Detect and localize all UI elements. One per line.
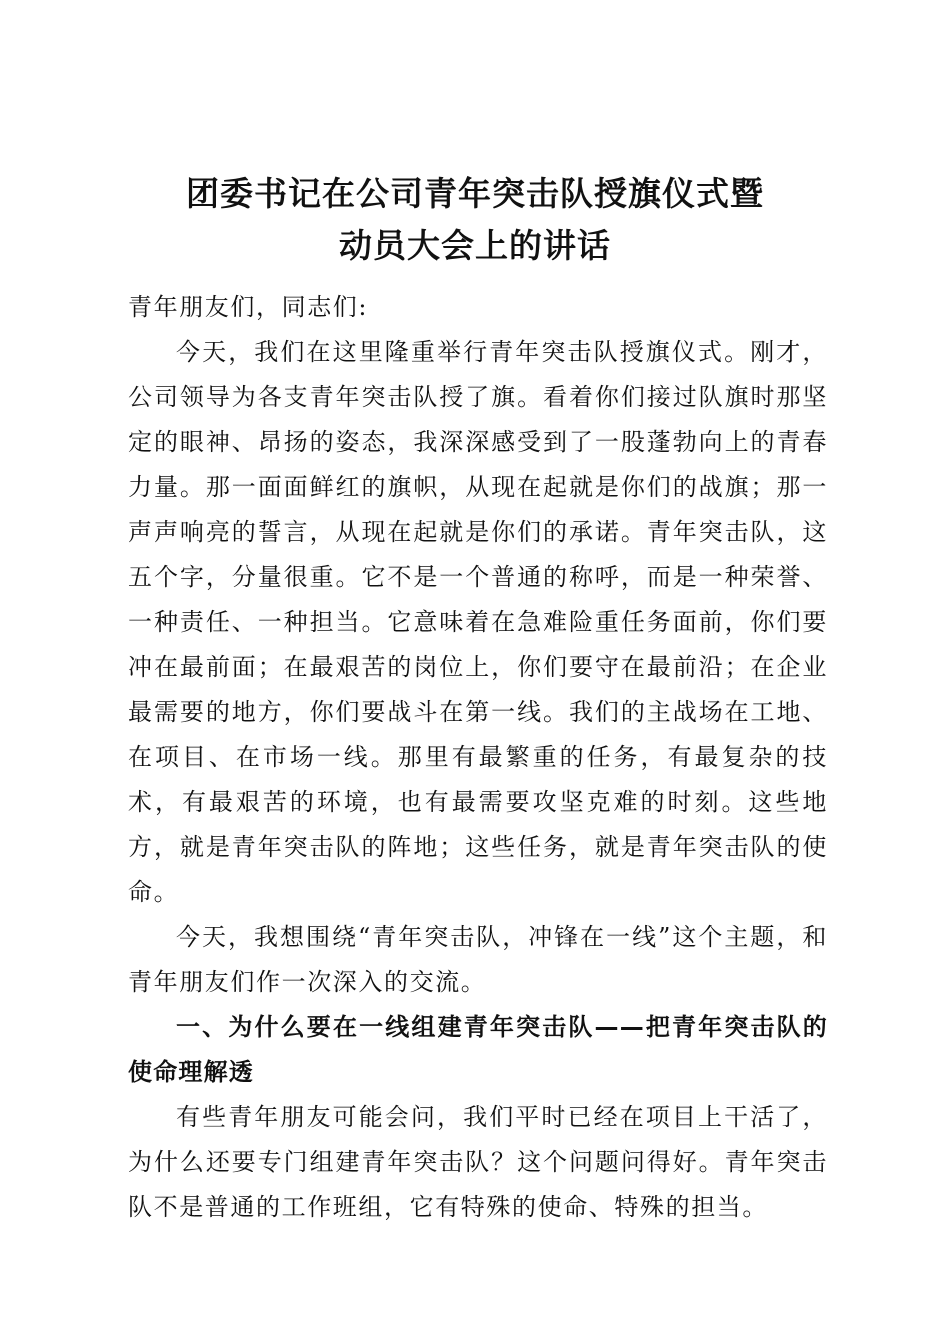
paragraph-opening: 今天，我们在这里隆重举行青年突击队授旗仪式。刚才，公司领导为各支青年突击队授了旗。看着你们接过队旗时那坚定的眼神、昂扬的姿态，我深深感受到了一股蓬勃向上的青春力量。那一面面鲜红的旗帜，从现在起就是你们的战旗；那一声声响亮的誓言，从现在起就是你们的承诺。青年突击队，这五个字，分量很重。它不是一个普通的称呼，而是一种荣誉、一种责任、一种担当。它意味着在急难险重任务面前，你们要冲在最前面；在最艰苦的岗位上，你们要守在最前沿；在企业最需要的地方，你们要战斗在第一线。我们的主战场在工地、在项目、在市场一线。那里有最繁重的任务，有最复杂的技术，有最艰苦的环境，也有最需要攻坚克难的时刻。这些地方，就是青年突击队的阵地；这些任务，就是青年突击队的使命。 [128, 338, 828, 906]
title-line-1: 团委书记在公司青年突击队授旗仪式暨 [186, 174, 764, 213]
document-title [100, 168, 850, 272]
salutation: 青年朋友们，同志们: [128, 293, 369, 321]
paragraph-theme: 今天，我想围绕“青年突击队，冲锋在一线”这个主题，和青年朋友们作一次深入的交流。 [128, 923, 828, 996]
section-heading-1: 一、为什么要在一线组建青年突击队——把青年突击队的使命理解透 [128, 1013, 828, 1086]
section-1-paragraph: 有些青年朋友可能会问，我们平时已经在项目上干活了，为什么还要专门组建青年突击队？这个问题问得好。青年突击队不是普通的工作班组，它有特殊的使命、特殊的担当。 [128, 1103, 828, 1221]
document-body [128, 285, 828, 1230]
title-line-2: 动员大会上的讲话 [339, 226, 611, 265]
